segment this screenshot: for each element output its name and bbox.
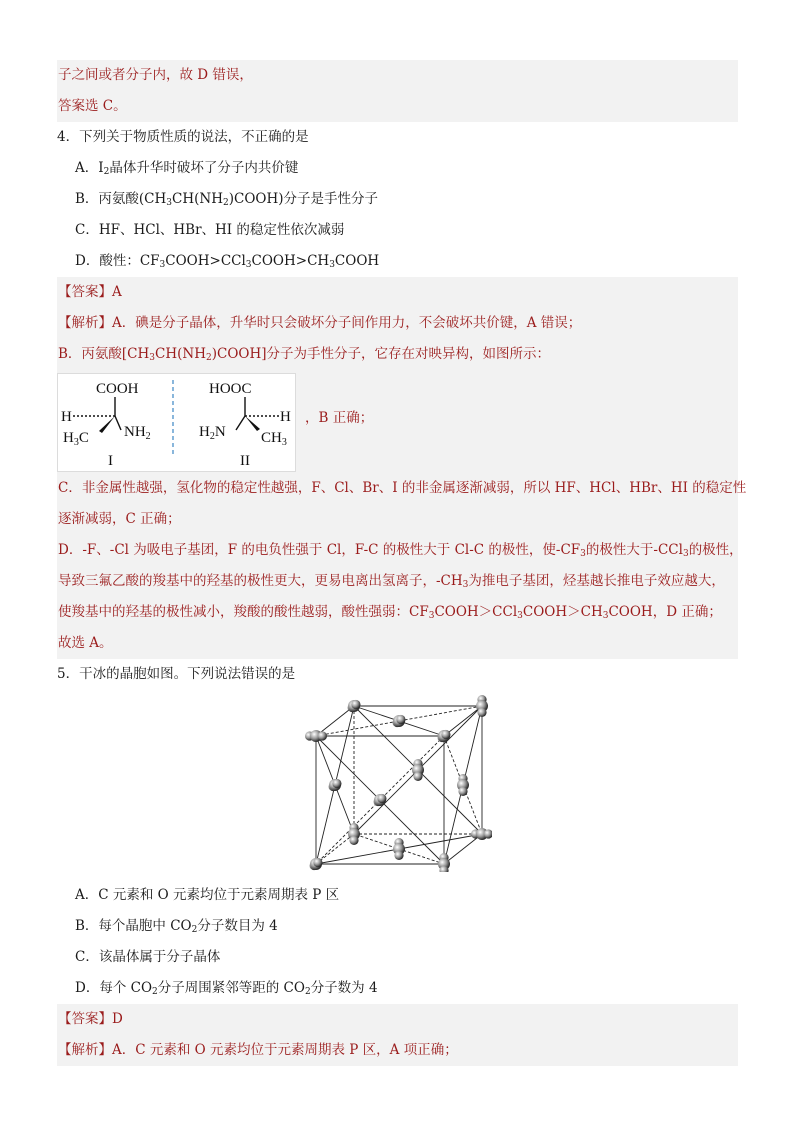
molecule-atom	[377, 794, 386, 803]
enantiomer-figure-row	[57, 370, 738, 473]
molecule-atom	[441, 730, 450, 739]
molecule-atom	[396, 715, 405, 724]
molecule-atom	[394, 851, 403, 860]
q5-option-b: B．每个晶胞中 $CO_2$分子数目为 4	[75, 918, 278, 935]
q4-conclusion: 故选 A。	[57, 628, 738, 659]
fig-label-2: II	[240, 453, 250, 469]
q4-option-d: D．酸性：$CF_3COOH>CCl_3COOH>CH_3COOH$	[75, 253, 380, 270]
alanine-enantiomers-diagram	[58, 374, 295, 471]
q5-option-c: C．该晶体属于分子晶体	[75, 949, 221, 965]
enantiomer-figure	[57, 373, 296, 472]
q4-analysis-a: 【解析】A．碘是分子晶体，升华时只会破坏分子间作用力，不会破坏共价键，A 错误；	[57, 308, 738, 339]
q5-stem: 5．干冰的晶胞如图。下列说法错误的是	[57, 666, 296, 682]
q4-answer: 【答案】A	[57, 277, 738, 308]
fig-h3c-label: $H_3C$	[63, 430, 89, 448]
dry-ice-figure-row	[57, 690, 738, 880]
q4-analysis-c2: 逐渐减弱，C 正确；	[57, 504, 738, 535]
q4-analysis-d3: 使羧基中的羟基的极性减小，羧酸的酸性越弱，酸性强弱：$CF_3COOH>CCl_3COOH>CH_3COOH$，D 正确；	[57, 597, 738, 628]
q4-stem: 4．下列关于物质性质的说法，不正确的是	[57, 129, 309, 145]
molecule-atom	[477, 708, 486, 717]
figure-suffix-text: ，B 正确；	[305, 410, 374, 426]
q4-analysis-b: B．丙氨酸$[CH_3CH(NH_2)COOH]$分子为手性分子，它存在对映异构，如图所示：	[57, 339, 738, 370]
molecule-atom	[458, 787, 467, 796]
fig-h-right-label: H	[280, 409, 291, 425]
molecule-atom	[413, 772, 422, 781]
molecule-atom	[332, 779, 341, 788]
q5-option-a: A．C 元素和 O 元素均位于元素周期表 P 区	[75, 887, 340, 903]
molecule-atom	[349, 836, 358, 845]
fig-label-1: I	[108, 453, 113, 469]
fig-nh2-label: $NH_2$	[124, 424, 151, 442]
fig-ch3-label: $CH_3$	[261, 430, 287, 448]
q4-analysis-d1: D．-F、-Cl 为吸电子基团，F 的电负性强于 Cl，F-C 的极性大于 Cl-C 的极性，使$-CF_3$的极性大于-CCl$_3$的极性，	[57, 535, 738, 566]
document-page	[57, 60, 747, 1066]
q5-analysis-a: 【解析】A．C 元素和 O 元素均位于元素周期表 P 区，A 项正确；	[57, 1035, 738, 1066]
q4-analysis-d2: 导致三氟乙酸的羧基中的羟基的极性更大，更易电离出氢离子，$-CH_3$为推电子基团，烃基越长推电子效应越大，	[57, 566, 738, 597]
molecule-atom	[318, 731, 327, 740]
fig-hooc-label: HOOC	[209, 381, 252, 397]
q4-option-c: C．HF、HCl、HBr、HI 的稳定性依次减弱	[75, 222, 345, 238]
fig-h-left-label: H	[61, 409, 72, 425]
q4-option-b: B．丙氨酸$(CH_3CH(NH_2)COOH)$分子是手性分子	[75, 191, 379, 208]
prev-answer-line-2: 答案选 C。	[57, 91, 738, 122]
dry-ice-unit-cell-diagram	[302, 692, 492, 872]
prev-answer-line-1: 子之间或者分子内，故 D 错误，	[57, 60, 738, 91]
q4-option-a: A．$I_2$晶体升华时破坏了分子内共价键	[75, 160, 299, 177]
q5-answer: 【答案】D	[57, 1004, 738, 1035]
molecule-atom	[351, 700, 360, 709]
molecule-atom	[313, 858, 322, 867]
fig-cooh-label: COOH	[96, 381, 139, 397]
q5-option-d: D．每个 $CO_2$分子周围紧邻等距的 $CO_2$分子数为 4	[75, 980, 378, 997]
q4-analysis-c1: C．非金属性越强，氢化物的稳定性越强，F、Cl、Br、I 的非金属逐渐减弱，所以 HF、HCl、HBr、HI 的稳定性	[57, 473, 738, 504]
fig-h2n-label: $H_2N$	[199, 424, 226, 442]
